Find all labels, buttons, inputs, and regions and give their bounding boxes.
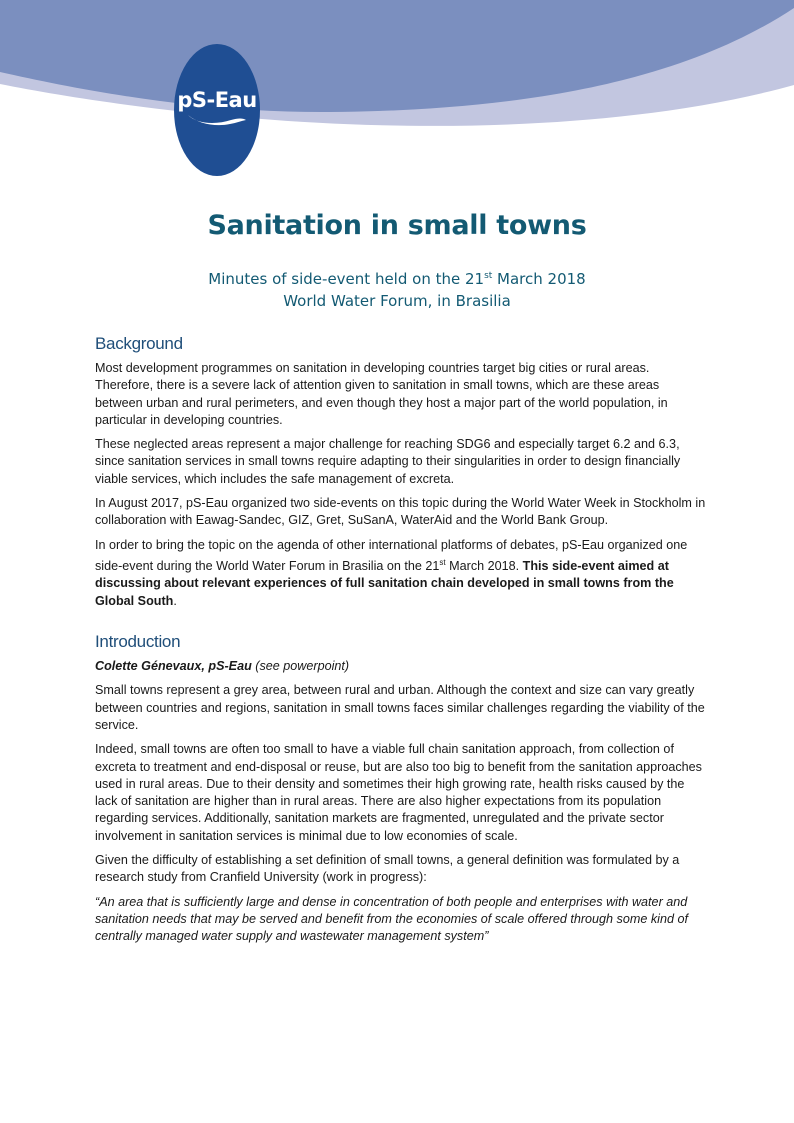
- wave-icon: [186, 112, 248, 126]
- subtitle-text: March 2018: [492, 270, 586, 288]
- paragraph: Given the difficulty of establishing a set definition of small towns, a general definition was formulated by a research study from Cranfield University (work in progress):: [95, 853, 680, 885]
- background-heading: Background: [95, 334, 183, 353]
- definition-quote: “An area that is sufficiently large and dense in concentration of both people and enterprises with water and sanitation needs that may be served and benefit from the economies of scale offered through some kind of centrally managed water supply and wastewater management system”: [95, 894, 688, 944]
- document-subtitle: [0, 265, 794, 312]
- introduction-heading: Introduction: [95, 632, 181, 652]
- subtitle-sup: st: [484, 271, 493, 281]
- paragraph: [95, 537, 707, 610]
- sup: st: [439, 557, 446, 567]
- introduction-section: [95, 632, 707, 945]
- bold-text: This side-event aimed at discussing about relevant experiences of full sanitation chain developed in small towns from the Global South: [95, 559, 674, 608]
- background-section: [95, 334, 707, 610]
- text: .: [173, 593, 177, 608]
- subtitle-line-1: [0, 265, 794, 290]
- header-banner: [0, 0, 794, 140]
- paragraph: Most development programmes on sanitation in developing countries target big cities or rural areas. Therefore, there is a severe lack of attention given to sanitation in small towns, which are these areas between urban and rural perimeters, and even though they host a major part of the world population, in particular in developing countries.: [95, 361, 668, 427]
- paragraph: These neglected areas represent a major challenge for reaching SDG6 and especially target 6.2 and 6.3, since sanitation services in small towns require adapting to their singularities in order to design financially viable services, which includes the safe management of excreta.: [95, 437, 681, 486]
- speaker-line: [95, 658, 707, 675]
- speaker-note: (see powerpoint): [251, 659, 350, 674]
- subtitle-text: Minutes of side-event held on the 21: [208, 270, 485, 288]
- paragraph: Small towns represent a grey area, between rural and urban. Although the context and size can vary greatly between countries and regions, sanitation in small towns faces similar challenges regarding the viability of the service.: [95, 683, 705, 732]
- speaker-name: Colette Génevaux, pS-Eau: [95, 659, 252, 674]
- text: In order to bring the topic on the agenda of other international platforms of debates, pS-Eau organized one side-event during the World Water Forum in Brasilia on the 21: [95, 537, 688, 574]
- document-title: Sanitation in small towns: [207, 210, 587, 241]
- text: March 2018.: [445, 559, 523, 574]
- subtitle-line-2: World Water Forum, in Brasilia: [283, 292, 511, 310]
- ps-eau-logo: [174, 44, 260, 176]
- paragraph: In August 2017, pS-Eau organized two side-events on this topic during the World Water Week in Stockholm in collaboration with Eawag-Sandec, GIZ, Gret, SuSanA, WaterAid and the World Bank Group.: [95, 496, 706, 528]
- logo-text: pS-Eau: [177, 88, 257, 112]
- paragraph: Indeed, small towns are often too small to have a viable full chain sanitation approach, from collection of excreta to treatment and end-disposal or reuse, but are also too big to benefit from the sanitation approaches used in rural areas. Due to their density and sometimes their high growing rate, health risks caused by the lack of sanitation are higher than in rural areas. There are also higher expectations from its population regarding services. Additionally, sanitation markets are fragmented, unregulated and the private sector involvement in sanitation services is minimal due to low economies of scale.: [95, 742, 702, 843]
- document-body: [95, 334, 707, 953]
